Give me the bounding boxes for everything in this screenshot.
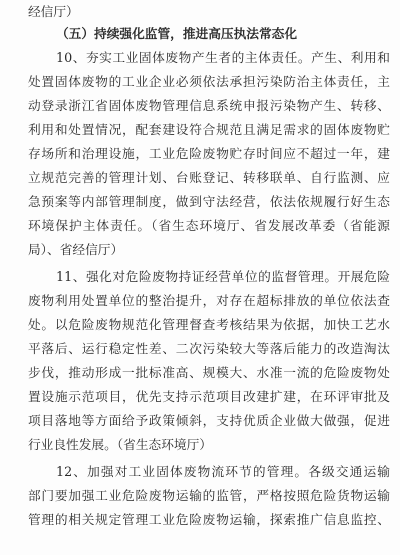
text-line-17: 置设施示范项目，优先支持示范项目改建扩建，在环评审批及 <box>28 389 390 404</box>
text-line-19: 行业良性发展。（省生态环境厅） <box>28 437 212 452</box>
text-line-4: 处置固体废物的工业企业必须依法承担污染防治主体责任，主 <box>28 74 390 89</box>
text-line-7: 存场所和治理设施，工业危险废物贮存时间应不超过一年，建 <box>28 146 390 161</box>
text-line-16: 步伐，推动形成一批标准高、规模大、水准一流的危险废物处 <box>28 365 390 380</box>
text-line-5: 动登录浙江省固体废物管理信息系统申报污染物产生、转移、 <box>28 98 390 113</box>
text-line-8: 立规范完善的管理计划、台账登记、转移联单、自行监测、应 <box>28 170 390 185</box>
text-line-21: 部门要加强工业危险废物运输的监管，严格按照危险货物运输 <box>28 488 390 503</box>
text-line-12: 11、强化对危险废物持证经营单位的监督管理。开展危险 <box>56 269 390 284</box>
text-line-15: 平落后、运行稳定性差、二次污染较大等落后能力的改造淘汰 <box>28 341 390 356</box>
text-line-9: 急预案等内部管理制度，做到守法经营，依法依规履行好生态 <box>28 194 390 209</box>
text-line-13: 废物利用处置单位的整治提升，对存在超标排放的单位依法查 <box>28 293 390 308</box>
text-line-18: 项目落地等方面给予政策倾斜，支持优质企业做大做强，促进 <box>28 413 390 428</box>
text-line-3: 10、夯实工业固体废物产生者的主体责任。产生、利用和 <box>56 50 390 65</box>
text-line-20: 12、加强对工业固体废物流环节的管理。各级交通运输 <box>56 464 390 479</box>
text-line-6: 利用和处置情况，配套建设符合规范且满足需求的固体废物贮 <box>28 122 390 137</box>
text-line-14: 处。以危险废物规范化管理督查考核结果为依据，加快工艺水 <box>28 317 390 332</box>
text-line-10: 环境保护主体责任。（省生态环境厅、省发展改革委（省能源 <box>28 218 390 233</box>
section-heading: （五）持续强化监管，推进高压执法常态化 <box>56 26 298 41</box>
text-line-1: 经信厅） <box>28 4 79 19</box>
text-line-22: 管理的相关规定管理工业危险废物运输，探索推广信息监控、 <box>28 512 390 527</box>
text-line-11: 局）、省经信厅） <box>28 242 124 257</box>
